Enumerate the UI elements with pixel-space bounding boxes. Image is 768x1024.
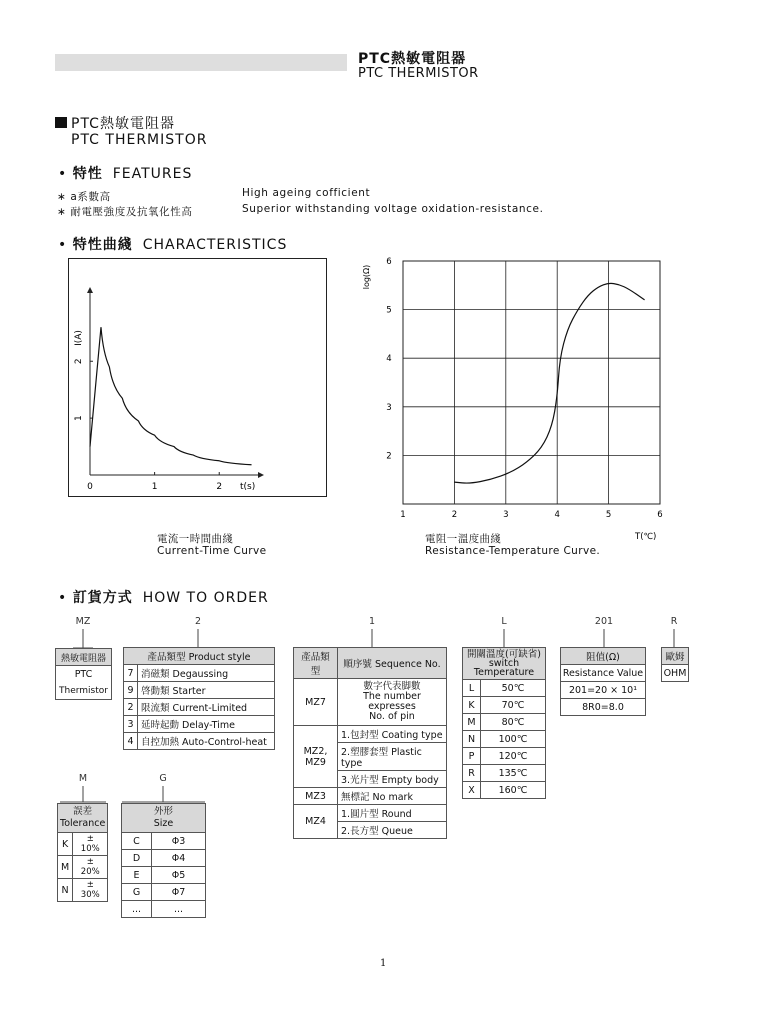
table-row: MZ7 數字代表脚數 The number expresses No. of pin <box>294 679 447 726</box>
order-heading: • 訂貨方式 HOW TO ORDER <box>58 590 269 606</box>
feature-item-zh-1: ∗ a系數高 <box>57 191 111 203</box>
table-row: 3 延時起動 Delay-Time <box>124 716 275 733</box>
table-row: ... ... <box>122 901 206 918</box>
table-row: M 80℃ <box>463 714 546 731</box>
product-style-table <box>123 647 275 750</box>
ohm-header-zh: 歐姆 <box>662 648 689 665</box>
thermistor-table <box>55 648 112 700</box>
bullet-icon: • <box>58 590 73 606</box>
y-tick-label: 4 <box>386 354 392 365</box>
table-row: M ± 20% <box>58 856 108 879</box>
table-row: K ± 10% <box>58 833 108 856</box>
thermistor-label-en: Thermistor <box>56 683 112 700</box>
table-row: MZ2, MZ9 1.包封型 Coating type <box>294 726 447 743</box>
tolerance-header: 誤差 Tolerance <box>58 804 108 833</box>
x-tick-label: 2 <box>216 482 223 492</box>
feature-item-en-1: High ageing cofficient <box>242 187 371 199</box>
thermistor-label-ptc: PTC <box>56 666 112 683</box>
current-time-caption-en: Current-Time Curve <box>157 545 267 557</box>
order-code-temperature: L <box>501 616 507 627</box>
order-code-mz: MZ <box>75 616 91 627</box>
x-tick-label: 4 <box>554 510 560 520</box>
table-row: 9 啓動類 Starter <box>124 682 275 699</box>
table-row: D Φ4 <box>122 850 206 867</box>
table-row: R 135℃ <box>463 765 546 782</box>
table-row: 2 限流類 Current-Limited <box>124 699 275 716</box>
sequence-header: 順序號 Sequence No. <box>338 648 447 679</box>
resistance-value-table <box>560 647 646 716</box>
tolerance-table <box>57 803 108 902</box>
x-tick-label: 1 <box>151 482 158 492</box>
x-tick-label: 1 <box>400 510 406 520</box>
table-row: G Φ7 <box>122 884 206 901</box>
table-row: MZ3 無標記 No mark <box>294 788 447 805</box>
ohm-table <box>661 647 689 682</box>
resistance-header-en: Resistance Value <box>561 665 646 682</box>
x-tick-label: 2 <box>451 510 458 520</box>
y-tick-label: 2 <box>74 358 84 365</box>
x-tick-label: 3 <box>503 510 509 520</box>
x-tick-label: 5 <box>605 510 612 520</box>
table-row: 2.長方型 Queue <box>294 822 447 839</box>
table-row: 201=20 × 10¹ <box>561 682 646 699</box>
resistance-temperature-caption-en: Resistance-Temperature Curve. <box>425 545 601 557</box>
characteristics-heading: • 特性曲綫 CHARACTERISTICS <box>58 237 288 253</box>
x-axis-label: t(s) <box>240 482 256 492</box>
page-number: 1 <box>380 958 387 969</box>
section-title-zh: PTC熱敏電阻器 <box>71 116 175 132</box>
y-tick-label: 3 <box>386 402 392 413</box>
y-tick-label: 6 <box>386 257 392 267</box>
y-tick-label: 2 <box>386 451 392 462</box>
table-row: N 100℃ <box>463 731 546 748</box>
order-code-resistance: 201 <box>594 616 614 627</box>
order-code-sequence: 1 <box>368 616 376 627</box>
table-row: MZ4 1.圓片型 Round <box>294 805 447 822</box>
table-row: 7 消磁類 Degaussing <box>124 665 275 682</box>
table-row: 4 自控加熱 Auto-Control-heat <box>124 733 275 750</box>
order-code-tolerance: M <box>78 773 88 784</box>
y-tick-label: 1 <box>74 415 84 421</box>
y-axis-label: I(A) <box>74 330 84 346</box>
table-row: E Φ5 <box>122 867 206 884</box>
feature-item-en-2: Superior withstanding voltage oxidation-resistance. <box>242 203 544 215</box>
sequence-type-header: 產品類型 <box>294 648 338 679</box>
bullet-icon: • <box>58 166 73 182</box>
switch-temperature-header: 開關溫度(可缺省) switch Temperature <box>463 648 546 680</box>
section-title-en: PTC THERMISTOR <box>71 132 208 148</box>
features-heading: • 特性 FEATURES <box>58 166 193 182</box>
thermistor-label-zh: 熱敏電阻器 <box>56 649 112 666</box>
x-axis-label: T(℃) <box>635 532 657 542</box>
table-row: P 120℃ <box>463 748 546 765</box>
table-row: 2.塑膠套型 Plastic type <box>294 743 447 771</box>
table-row: K 70℃ <box>463 697 546 714</box>
header-title-zh: PTC熱敏電阻器 <box>358 51 467 67</box>
size-header: 外形 Size <box>122 804 206 833</box>
ohm-header-en: OHM <box>662 665 689 682</box>
sequence-table <box>293 647 447 839</box>
table-row: 8R0=8.0 <box>561 699 646 716</box>
switch-temperature-table <box>462 647 546 799</box>
x-tick-label: 0 <box>87 482 93 492</box>
current-time-caption-zh: 電流一時間曲綫 <box>157 533 234 545</box>
order-code-size: G <box>159 773 167 784</box>
order-code-style: 2 <box>194 616 202 627</box>
header-title-en: PTC THERMISTOR <box>358 66 479 81</box>
table-row: C Φ3 <box>122 833 206 850</box>
y-axis-label: log(Ω) <box>362 264 371 290</box>
order-code-ohm: R <box>670 616 678 627</box>
resistance-temperature-caption-zh: 電阻一溫度曲綫 <box>425 533 502 545</box>
size-table <box>121 803 206 918</box>
table-row: X 160℃ <box>463 782 546 799</box>
resistance-header-zh: 阻值(Ω) <box>561 648 646 665</box>
table-row: L 50℃ <box>463 680 546 697</box>
y-tick-label: 5 <box>386 305 392 316</box>
table-row: N ± 30% <box>58 879 108 902</box>
x-tick-label: 6 <box>657 510 663 520</box>
table-row: 3.光片型 Empty body <box>294 771 447 788</box>
product-style-header: 產品類型 Product style <box>124 648 275 665</box>
bullet-icon: • <box>58 237 73 253</box>
feature-item-zh-2: ∗ 耐電壓強度及抗氧化性高 <box>57 206 193 218</box>
